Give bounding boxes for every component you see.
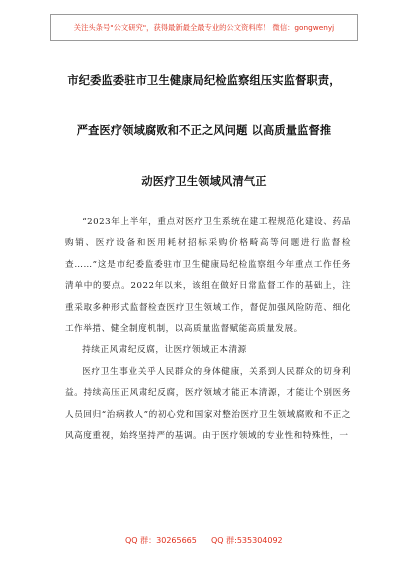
header-promo-banner [50,14,358,41]
document-title-line-3: 动医疗卫生领域风清气正 [141,175,267,188]
body-paragraph-1: “2023年上半年，重点对医疗卫生系统在建工程规范化建设、药品购销、医疗设备和医用耗材招标采购价格畸高等问题进行监督检查……”这是市纪委监委驻市卫生健康局纪检监察组今年重点工作任务清单中的要点。2022年以来，该组在做好日常监督工作的基础上，注重采取多种形式监督检查医疗卫生领域工作，督促加强风险防范、细化工作举措、健全制度机制，以高质量监督赋能高质量发展。 [65,217,351,335]
banner-text: 关注头条号"公文研究"，获得最新最全最专业的公文资料库！ 微信：gongwenyj [73,23,335,32]
footer-qq-group-1: QQ 群：30265665 [125,536,197,545]
footer-contact [0,531,408,551]
body-paragraph-2: 医疗卫生事业关乎人民群众的身体健康，关系到人民群众的切身利益。持续高压正风肃纪反腐，医疗领域才能正本清源，才能让个别医务人员回归“治病救人”的初心党和国家对整治医疗卫生领域腐败和不正之风高度重视，始终坚持严的基调。由于医疗领域的专业性和特殊性，一 [65,366,351,442]
section-heading-1: 持续正风肃纪反腐，让医疗领域正本清源 [82,345,247,356]
document-body [65,212,351,447]
footer-qq-group-2: QQ 群:535304092 [211,536,283,545]
document-title-line-2: 严查医疗领域腐败和不正之风问题 以高质量监督推 [76,124,332,137]
document-title-line-1: 市纪委监委驻市卫生健康局纪检监察组压实监督职责， [67,74,341,87]
